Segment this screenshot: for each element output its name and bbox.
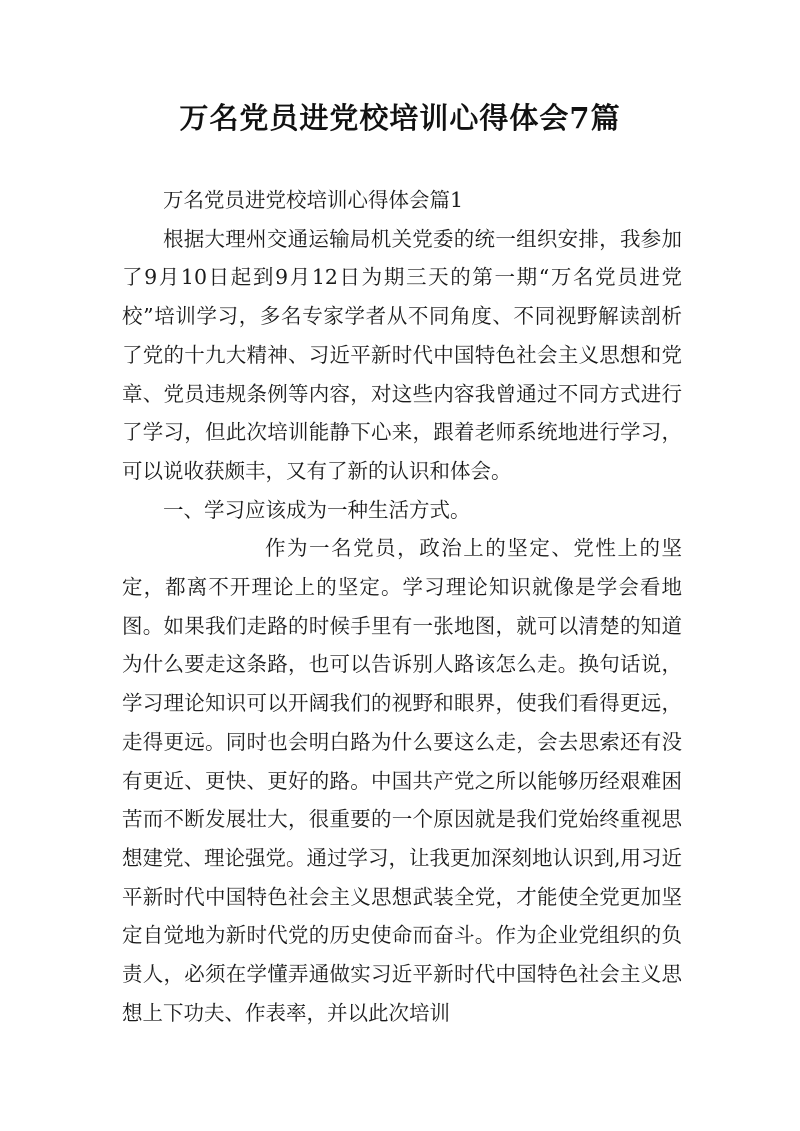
- paragraph-intro: 根据大理州交通运输局机关党委的统一组织安排，我参加了9月10日起到9月12日为期三天的第一期“万名党员进党校”培训学习，多名专家学者从不同角度、不同视野解读剖析了党的十九大精神、习近平新时代中国特色社会主义思想和党章、党员违规条例等内容，对这些内容我曾通过不同方式进行了学习，但此次培训能静下心来，跟着老师系统地进行学习，可以说收获颇丰，又有了新的认识和体会。: [122, 226, 682, 483]
- document-body: [122, 181, 682, 1032]
- subheading-learning: 一、学习应该成为一种生活方式。: [163, 497, 471, 522]
- paragraph-learning: 作为一名党员，政治上的坚定、党性上的坚定，都离不开理论上的坚定。学习理论知识就像是学会看地图。如果我们走路的时候手里有一张地图，就可以清楚的知道为什么要走这条路，也可以告诉别人路该怎么走。换句话说，学习理论知识可以开阔我们的视野和眼界，使我们看得更远，走得更远。同时也会明白路为什么要这么走，会去思索还有没有更近、更快、更好的路。中国共产党之所以能够历经艰难困苦而不断发展壮大，很重要的一个原因就是我们党始终重视思想建党、理论强党。通过学习，让我更加深刻地认识到,用习近平新时代中国特色社会主义思想武装全党，才能使全党更加坚定自觉地为新时代党的历史使命而奋斗。作为企业党组织的负责人，必须在学懂弄通做实习近平新时代中国特色社会主义思想上下功夫、作表率，并以此次培训: [122, 536, 683, 1025]
- document-title: 万名党员进党校培训心得体会7篇: [179, 101, 621, 135]
- section-title: 万名党员进党校培训心得体会篇1: [163, 188, 464, 212]
